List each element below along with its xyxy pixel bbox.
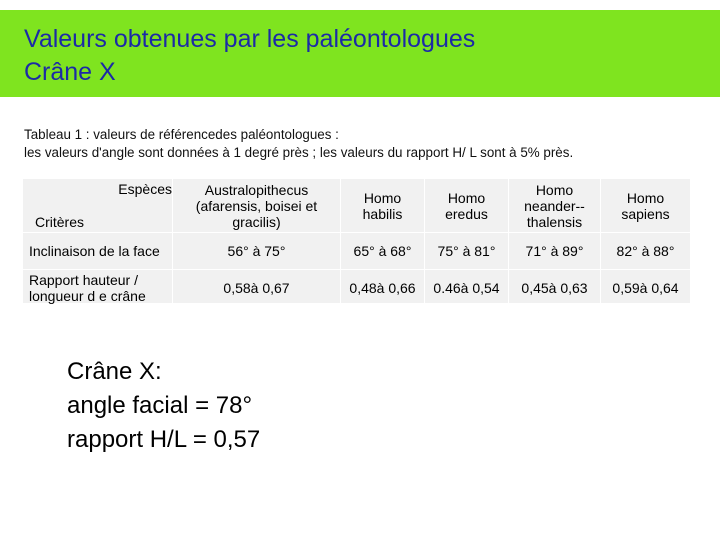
table-caption-note: les valeurs d'angle sont données à 1 degré près ; les valeurs du rapport H/ L sont à 5% près.	[24, 145, 574, 160]
table-cell: 0,59à 0,64	[601, 270, 691, 307]
species-header-label: Espèces	[118, 181, 172, 197]
table-cell: 82° à 88°	[601, 233, 691, 270]
table-caption-title: Tableau 1 : valeurs de référencedes paléontologues :	[24, 127, 339, 142]
skull-x-facial-angle: angle facial = 78°	[67, 392, 253, 419]
criteria-header-label: Critères	[35, 214, 85, 230]
title-banner	[0, 10, 720, 97]
slide-title: Valeurs obtenues par les paléontologues	[24, 25, 476, 53]
table-cell: 0,45à 0,63	[509, 270, 601, 307]
table-row	[23, 270, 691, 307]
table-cell: 0.46à 0,54	[425, 270, 509, 307]
skull-x-hl-ratio: rapport H/L = 0,57	[67, 426, 261, 453]
criterion-label: Inclinaison de la face	[23, 233, 173, 270]
species-header: Homo habilis	[341, 179, 425, 233]
reference-table-container	[22, 178, 690, 303]
table-cell: 71° à 89°	[509, 233, 601, 270]
species-header: Homo sapiens	[601, 179, 691, 233]
table-row	[23, 233, 691, 270]
table-cell: 0,58à 0,67	[173, 270, 341, 307]
table-cell: 75° à 81°	[425, 233, 509, 270]
table-header-row	[23, 179, 691, 233]
table-cell: 56° à 75°	[173, 233, 341, 270]
table-corner-cell	[23, 179, 173, 233]
table-cell: 65° à 68°	[341, 233, 425, 270]
reference-table	[22, 178, 691, 307]
table-cell: 0,48à 0,66	[341, 270, 425, 307]
species-header: Australopithecus (afarensis, boisei et gracilis)	[173, 179, 341, 233]
skull-x-heading: Crâne X:	[67, 358, 162, 385]
species-header: Homo neander--thalensis	[509, 179, 601, 233]
species-header: Homo eredus	[425, 179, 509, 233]
slide-subtitle: Crâne X	[24, 58, 116, 86]
criterion-label: Rapport hauteur / longueur d e crâne	[23, 270, 173, 307]
